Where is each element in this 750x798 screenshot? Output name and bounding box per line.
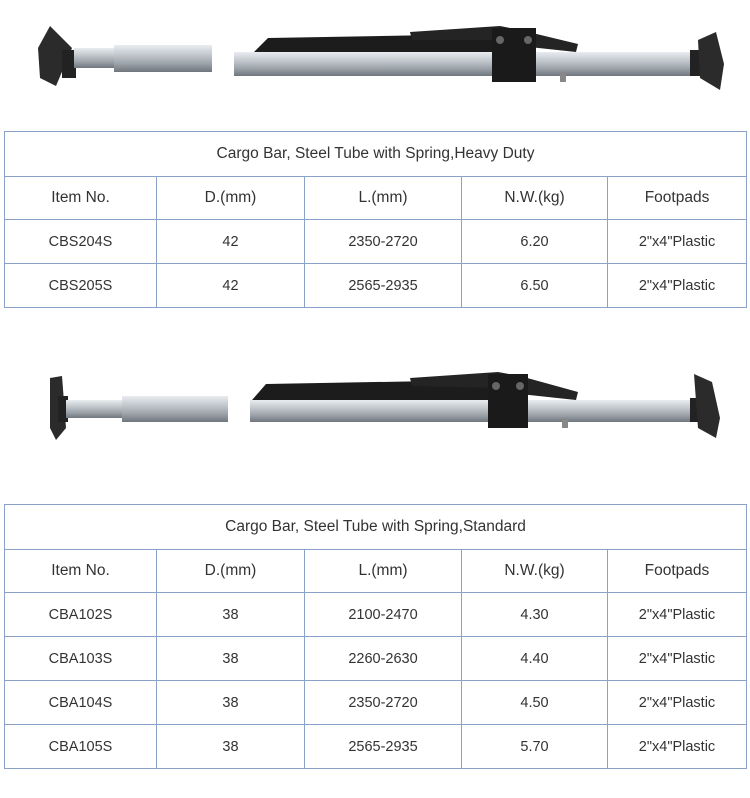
- footpads-cell: 2"x4"Plastic: [608, 681, 747, 725]
- table-row: [5, 593, 747, 637]
- cargo-bar-standard-image: [0, 368, 750, 442]
- column-header: N.W.(kg): [462, 550, 608, 593]
- main-tube: [234, 52, 704, 76]
- main-tube: [250, 400, 698, 422]
- footpads-cell: 2"x4"Plastic: [608, 220, 747, 264]
- table-title: Cargo Bar, Steel Tube with Spring,Standard: [5, 505, 747, 550]
- item-no-cell: CBA105S: [5, 725, 157, 769]
- diameter-cell: 38: [157, 637, 305, 681]
- item-no-cell: CBS204S: [5, 220, 157, 264]
- net-weight-cell: 6.50: [462, 264, 608, 308]
- diameter-cell: 38: [157, 593, 305, 637]
- left-sleeve: [114, 45, 212, 72]
- table-row: [5, 725, 747, 769]
- item-no-cell: CBA103S: [5, 637, 157, 681]
- column-header: Footpads: [608, 177, 747, 220]
- item-no-cell: CBS205S: [5, 264, 157, 308]
- length-cell: 2260-2630: [305, 637, 462, 681]
- right-footpad: [690, 374, 720, 438]
- table-row: [5, 637, 747, 681]
- diameter-cell: 38: [157, 681, 305, 725]
- column-header: L.(mm): [305, 550, 462, 593]
- spec-table-standard: [4, 504, 747, 769]
- table-row: [5, 264, 747, 308]
- left-footpad: [38, 26, 76, 86]
- left-footpad: [50, 376, 68, 440]
- header-row: [5, 550, 747, 593]
- item-no-cell: CBA104S: [5, 681, 157, 725]
- column-header: Footpads: [608, 550, 747, 593]
- diameter-cell: 38: [157, 725, 305, 769]
- diameter-cell: 42: [157, 220, 305, 264]
- footpads-cell: 2"x4"Plastic: [608, 637, 747, 681]
- column-header: N.W.(kg): [462, 177, 608, 220]
- table-title: Cargo Bar, Steel Tube with Spring,Heavy Duty: [5, 132, 747, 177]
- item-no-cell: CBA102S: [5, 593, 157, 637]
- footpads-cell: 2"x4"Plastic: [608, 264, 747, 308]
- right-footpad: [690, 32, 724, 90]
- length-cell: 2350-2720: [305, 220, 462, 264]
- net-weight-cell: 4.50: [462, 681, 608, 725]
- diameter-cell: 42: [157, 264, 305, 308]
- footpads-cell: 2"x4"Plastic: [608, 725, 747, 769]
- column-header: Item No.: [5, 550, 157, 593]
- column-header: Item No.: [5, 177, 157, 220]
- left-sleeve: [122, 396, 228, 422]
- length-cell: 2565-2935: [305, 264, 462, 308]
- table-row: [5, 681, 747, 725]
- column-header: D.(mm): [157, 177, 305, 220]
- spec-table-heavy-duty: [4, 131, 747, 308]
- ratchet-mechanism: [488, 374, 528, 428]
- length-cell: 2565-2935: [305, 725, 462, 769]
- length-cell: 2100-2470: [305, 593, 462, 637]
- net-weight-cell: 6.20: [462, 220, 608, 264]
- length-cell: 2350-2720: [305, 681, 462, 725]
- footpads-cell: 2"x4"Plastic: [608, 593, 747, 637]
- net-weight-cell: 4.40: [462, 637, 608, 681]
- left-tube: [66, 400, 122, 418]
- cargo-bar-heavy-duty-image: [0, 18, 750, 100]
- left-tube: [74, 48, 114, 68]
- column-header: D.(mm): [157, 550, 305, 593]
- net-weight-cell: 5.70: [462, 725, 608, 769]
- header-row: [5, 177, 747, 220]
- ratchet-mechanism: [492, 28, 536, 82]
- column-header: L.(mm): [305, 177, 462, 220]
- net-weight-cell: 4.30: [462, 593, 608, 637]
- table-row: [5, 220, 747, 264]
